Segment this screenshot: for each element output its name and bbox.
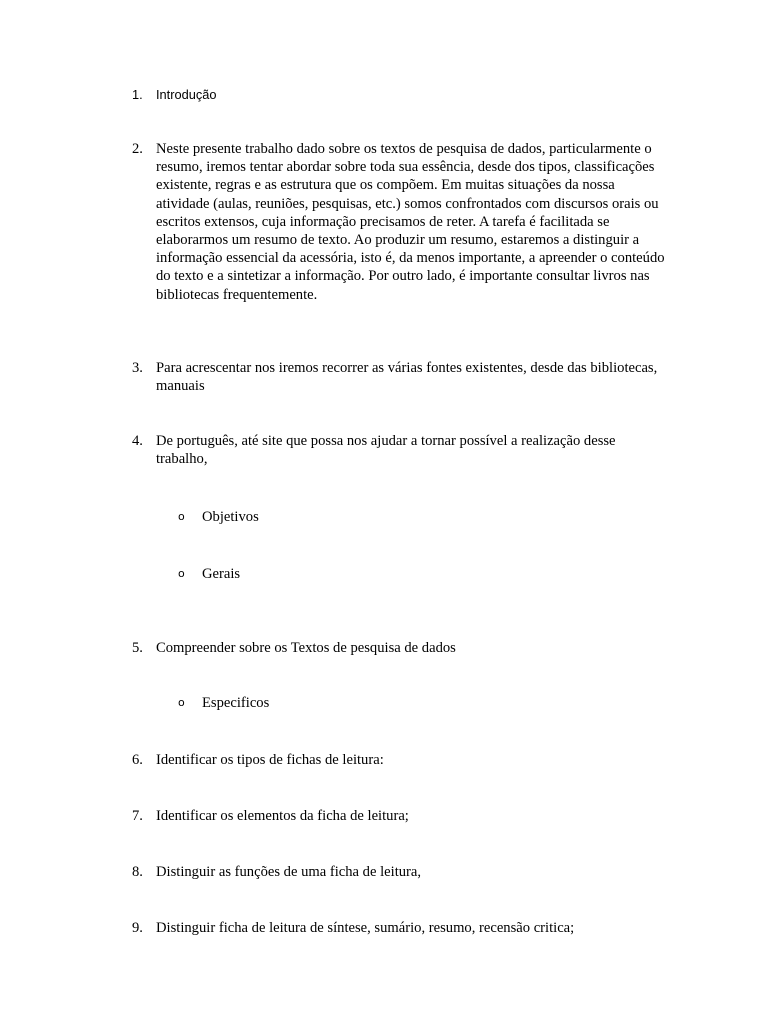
bullet-text: Especificos xyxy=(202,695,270,711)
list-item-9 xyxy=(132,919,672,937)
list-text: Distinguir as funções de uma ficha de leitura, xyxy=(156,864,422,880)
list-number: 5. xyxy=(132,640,143,656)
list-item-5 xyxy=(132,639,672,657)
bullet-item-especificos xyxy=(178,694,269,712)
list-text: Para acrescentar nos iremos recorrer as várias fontes existentes, desde das bibliotecas, manuais xyxy=(156,360,658,395)
bullet-marker: o xyxy=(178,567,185,580)
list-item-1 xyxy=(132,86,672,104)
list-number: 2. xyxy=(132,141,143,157)
list-text: Distinguir ficha de leitura de síntese, sumário, resumo, recensão critica; xyxy=(156,920,575,936)
list-text: De português, até site que possa nos ajudar a tornar possível a realização desse trabalho, xyxy=(156,433,616,468)
list-item-2 xyxy=(132,140,672,304)
bullet-item-gerais xyxy=(178,565,240,583)
list-text: Compreender sobre os Textos de pesquisa de dados xyxy=(156,640,456,656)
list-number: 9. xyxy=(132,920,143,936)
list-number: 3. xyxy=(132,360,143,376)
bullet-text: Objetivos xyxy=(202,509,259,525)
list-number: 7. xyxy=(132,808,143,824)
list-item-4 xyxy=(132,432,672,468)
list-number: 8. xyxy=(132,864,143,880)
list-number: 4. xyxy=(132,433,143,449)
list-item-6 xyxy=(132,751,672,769)
list-text: Introdução xyxy=(156,87,217,102)
list-text: Identificar os elementos da ficha de leitura; xyxy=(156,808,409,824)
bullet-marker: o xyxy=(178,696,185,709)
bullet-item-objetivos xyxy=(178,508,259,526)
list-text: Neste presente trabalho dado sobre os textos de pesquisa de dados, particularmente o resumo, iremos tentar abordar sobre toda sua essência, desde dos tipos, classificações existente, regras e as estrutura que os compõem. Em muitas situações da nossa atividade (aulas, reuniões, pesquisas, etc.) somos confrontados com discursos orais ou escritos extensos, cuja informação precisamos de reter. A tarefa é facilitada se elaborarmos um resumo de texto. Ao produzir um resumo, estaremos a distinguir a informação essencial da acessória, isto é, da menos importante, a apreender o conteúdo do texto e a sintetizar a informação. Por outro lado, é importante consultar livros nas bibliotecas frequentemente. xyxy=(156,141,665,303)
list-number: 1. xyxy=(132,87,143,102)
bullet-marker: o xyxy=(178,510,185,523)
list-number: 6. xyxy=(132,752,143,768)
list-item-3 xyxy=(132,359,672,395)
bullet-text: Gerais xyxy=(202,566,241,582)
list-item-8 xyxy=(132,863,672,881)
list-text: Identificar os tipos de fichas de leitura: xyxy=(156,752,384,768)
list-item-7 xyxy=(132,807,672,825)
